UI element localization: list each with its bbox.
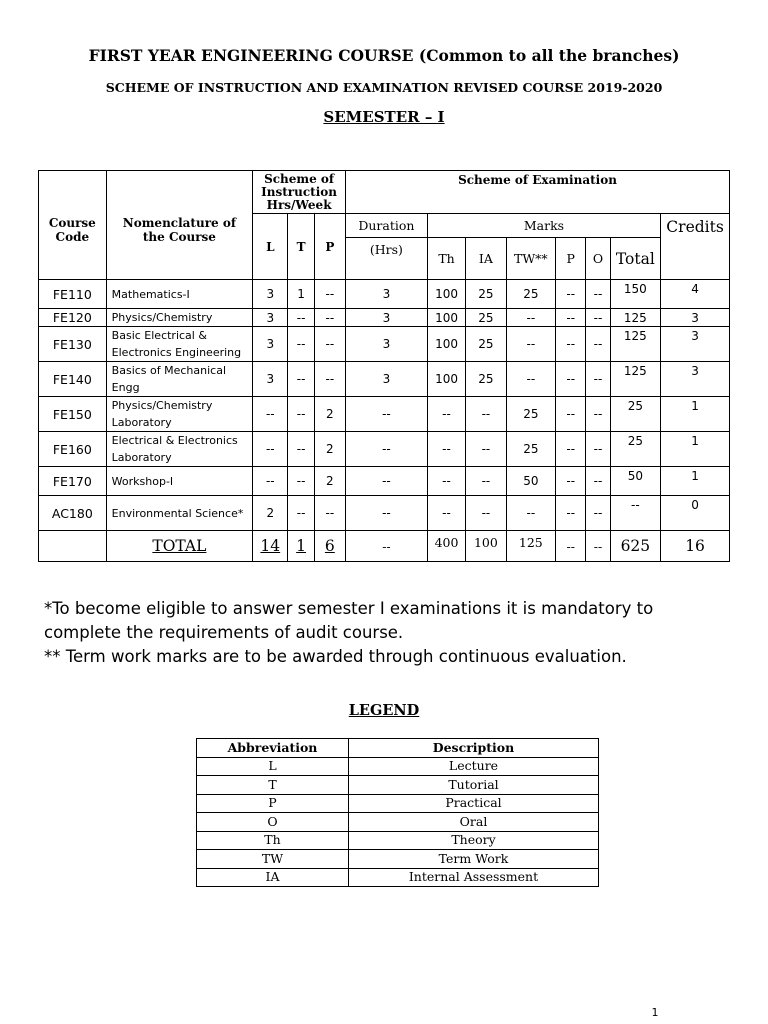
header-marks: Marks — [427, 214, 660, 238]
header-examination: Scheme of Examination — [346, 171, 730, 214]
cell-th: -- — [427, 496, 465, 531]
cell-credits: 3 — [661, 327, 730, 362]
table-row — [39, 496, 730, 531]
cell-th: 100 — [427, 280, 465, 309]
course-code: FE170 — [39, 467, 107, 496]
cell-duration: 3 — [346, 309, 428, 327]
cell-l: 2 — [253, 496, 288, 531]
legend-title: LEGEND — [348, 702, 420, 719]
cell-th: 100 — [427, 309, 465, 327]
cell-th: 100 — [427, 362, 465, 397]
header-o: O — [586, 238, 610, 280]
cell-duration: -- — [346, 397, 428, 432]
cell-total: 50 — [610, 467, 661, 496]
cell-o: -- — [586, 432, 610, 467]
cell-tw: 50 — [506, 467, 555, 496]
legend-row — [197, 757, 599, 776]
cell-marks-p: -- — [556, 309, 586, 327]
legend-desc: Tutorial — [349, 776, 599, 795]
cell-o: -- — [586, 467, 610, 496]
total-total: 625 — [610, 531, 661, 562]
cell-duration: 3 — [346, 280, 428, 309]
cell-l: 3 — [253, 280, 288, 309]
cell-th: 100 — [427, 327, 465, 362]
cell-ia: 25 — [466, 362, 506, 397]
course-code: FE130 — [39, 327, 107, 362]
total-row — [39, 531, 730, 562]
course-name: Electrical & Electronics Laboratory — [106, 432, 252, 467]
legend-heading — [0, 702, 768, 719]
cell-th: -- — [427, 467, 465, 496]
cell-t: -- — [288, 432, 314, 467]
cell-credits: 0 — [661, 496, 730, 531]
cell-credits: 1 — [661, 467, 730, 496]
cell-l: 3 — [253, 362, 288, 397]
course-name: Environmental Science* — [106, 496, 252, 531]
cell-credits: 3 — [661, 309, 730, 327]
legend-row — [197, 813, 599, 832]
course-code: FE120 — [39, 309, 107, 327]
cell-l: -- — [253, 467, 288, 496]
header-p: P — [314, 214, 345, 280]
table-row — [39, 280, 730, 309]
cell-credits: 1 — [661, 397, 730, 432]
cell-p: -- — [314, 496, 345, 531]
cell-ia: 25 — [466, 280, 506, 309]
total-t: 1 — [288, 531, 314, 562]
cell-total: 125 — [610, 309, 661, 327]
legend-abbr: T — [197, 776, 349, 795]
cell-marks-p: -- — [556, 280, 586, 309]
cell-t: -- — [288, 362, 314, 397]
cell-ia: -- — [466, 496, 506, 531]
cell-p: 2 — [314, 467, 345, 496]
cell-th: -- — [427, 397, 465, 432]
cell-t: -- — [288, 467, 314, 496]
semester-label: SEMESTER – I — [323, 108, 445, 126]
course-code: FE140 — [39, 362, 107, 397]
legend-desc: Theory — [349, 831, 599, 850]
cell-t: -- — [288, 397, 314, 432]
cell-p: 2 — [314, 432, 345, 467]
course-name: Mathematics-I — [106, 280, 252, 309]
cell-l: 3 — [253, 309, 288, 327]
header-total: Total — [610, 238, 661, 280]
cell-ia: -- — [466, 397, 506, 432]
legend-row — [197, 776, 599, 795]
cell-marks-p: -- — [556, 467, 586, 496]
cell-credits: 1 — [661, 432, 730, 467]
page-title: FIRST YEAR ENGINEERING COURSE (Common to all the branches) — [88, 46, 680, 65]
legend-desc: Lecture — [349, 757, 599, 776]
cell-duration: -- — [346, 432, 428, 467]
cell-p: -- — [314, 327, 345, 362]
header-marks-p: P — [556, 238, 586, 280]
cell-o: -- — [586, 496, 610, 531]
legend-header-abbreviation: Abbreviation — [197, 739, 349, 758]
total-ia: 100 — [466, 531, 506, 562]
table-row — [39, 467, 730, 496]
legend-desc: Practical — [349, 794, 599, 813]
legend-row — [197, 794, 599, 813]
table-row — [39, 432, 730, 467]
legend-header-description: Description — [349, 739, 599, 758]
cell-tw: -- — [506, 496, 555, 531]
cell-o: -- — [586, 309, 610, 327]
cell-credits: 3 — [661, 362, 730, 397]
cell-l: -- — [253, 432, 288, 467]
course-name: Physics/Chemistry — [106, 309, 252, 327]
total-l: 14 — [253, 531, 288, 562]
cell-tw: -- — [506, 362, 555, 397]
legend-abbr: Th — [197, 831, 349, 850]
header-nomenclature: Nomenclature of the Course — [106, 171, 252, 280]
course-code: FE150 — [39, 397, 107, 432]
table-row — [39, 362, 730, 397]
cell-total: 125 — [610, 362, 661, 397]
cell-marks-p: -- — [556, 432, 586, 467]
cell-p: -- — [314, 309, 345, 327]
cell-t: -- — [288, 496, 314, 531]
cell-ia: 25 — [466, 309, 506, 327]
course-name: Basics of Mechanical Engg — [106, 362, 252, 397]
total-label: TOTAL — [106, 531, 252, 562]
cell-th: -- — [427, 432, 465, 467]
cell-p: -- — [314, 280, 345, 309]
cell-marks-p: -- — [556, 496, 586, 531]
course-name: Workshop-I — [106, 467, 252, 496]
cell-l: -- — [253, 397, 288, 432]
cell-duration: 3 — [346, 327, 428, 362]
legend-desc: Oral — [349, 813, 599, 832]
cell-t: -- — [288, 309, 314, 327]
header-credits: Credits — [661, 214, 730, 280]
header-tw: TW** — [506, 238, 555, 280]
header-ia: IA — [466, 238, 506, 280]
header-l: L — [253, 214, 288, 280]
total-th: 400 — [427, 531, 465, 562]
legend-table — [196, 738, 599, 887]
table-row — [39, 309, 730, 327]
cell-o: -- — [586, 327, 610, 362]
header-hrs: (Hrs) — [346, 238, 428, 280]
legend-abbr: O — [197, 813, 349, 832]
course-code: FE110 — [39, 280, 107, 309]
cell-ia: -- — [466, 432, 506, 467]
cell-ia: -- — [466, 467, 506, 496]
term-work-note: ** Term work marks are to be awarded through continuous evaluation. — [44, 647, 627, 666]
cell-p: -- — [314, 362, 345, 397]
cell-tw: -- — [506, 327, 555, 362]
course-code: FE160 — [39, 432, 107, 467]
cell-duration: -- — [346, 496, 428, 531]
header-course-code: Course Code — [39, 171, 107, 280]
header-instruction: Scheme of Instruction Hrs/Week — [253, 171, 346, 214]
legend-abbr: IA — [197, 868, 349, 887]
cell-total: 125 — [610, 327, 661, 362]
audit-note-line2: complete the requirements of audit course. — [44, 623, 404, 642]
legend-row — [197, 868, 599, 887]
total-empty-cell — [39, 531, 107, 562]
cell-credits: 4 — [661, 280, 730, 309]
legend-row — [197, 831, 599, 850]
cell-tw: 25 — [506, 432, 555, 467]
cell-marks-p: -- — [556, 397, 586, 432]
cell-total: 25 — [610, 397, 661, 432]
course-code: AC180 — [39, 496, 107, 531]
course-name: Physics/Chemistry Laboratory — [106, 397, 252, 432]
total-o: -- — [586, 531, 610, 562]
cell-marks-p: -- — [556, 327, 586, 362]
legend-desc: Term Work — [349, 850, 599, 869]
cell-total: -- — [610, 496, 661, 531]
legend-abbr: TW — [197, 850, 349, 869]
page-number: 1 — [651, 1006, 659, 1019]
cell-o: -- — [586, 362, 610, 397]
scheme-table — [38, 170, 730, 562]
legend-abbr: L — [197, 757, 349, 776]
cell-duration: 3 — [346, 362, 428, 397]
header-duration: Duration — [346, 214, 428, 238]
cell-p: 2 — [314, 397, 345, 432]
cell-duration: -- — [346, 467, 428, 496]
cell-o: -- — [586, 280, 610, 309]
cell-l: 3 — [253, 327, 288, 362]
course-name: Basic Electrical & Electronics Engineering — [106, 327, 252, 362]
header-th: Th — [427, 238, 465, 280]
table-row — [39, 397, 730, 432]
audit-note-line1: *To become eligible to answer semester I examinations it is mandatory to — [44, 599, 654, 618]
table-row — [39, 327, 730, 362]
page-subtitle: SCHEME OF INSTRUCTION AND EXAMINATION REVISED COURSE 2019-2020 — [105, 80, 663, 95]
total-duration: -- — [346, 531, 428, 562]
total-p: 6 — [314, 531, 345, 562]
total-marks-p: -- — [556, 531, 586, 562]
cell-tw: -- — [506, 309, 555, 327]
cell-t: -- — [288, 327, 314, 362]
total-tw: 125 — [506, 531, 555, 562]
legend-abbr: P — [197, 794, 349, 813]
legend-row — [197, 850, 599, 869]
cell-ia: 25 — [466, 327, 506, 362]
cell-t: 1 — [288, 280, 314, 309]
header-t: T — [288, 214, 314, 280]
cell-tw: 25 — [506, 397, 555, 432]
legend-desc: Internal Assessment — [349, 868, 599, 887]
cell-tw: 25 — [506, 280, 555, 309]
cell-marks-p: -- — [556, 362, 586, 397]
cell-total: 150 — [610, 280, 661, 309]
cell-o: -- — [586, 397, 610, 432]
total-credits: 16 — [661, 531, 730, 562]
semester-heading — [0, 108, 768, 126]
cell-total: 25 — [610, 432, 661, 467]
